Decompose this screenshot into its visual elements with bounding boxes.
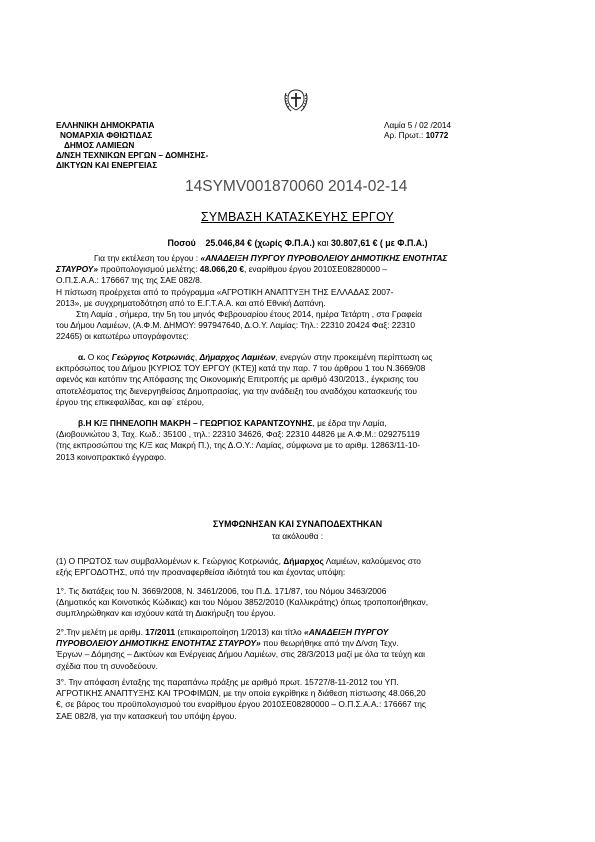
issuer-municipality: ΔΗΜΟΣ ΛΑΜΙΕΩΝ <box>64 141 135 150</box>
amount-label: Ποσού <box>167 238 196 248</box>
text-run: (1) Ο ΠΡΩΤΟΣ των συμβαλλομένων κ. Γεώργιος Κοτρωνιάς, <box>56 556 284 566</box>
text-run: (Διοβουνιώτου 3, Ταχ. Κωδ.: 35100 , τηλ.: 22310 34626, Φαξ: 22310 44826 με Α.Φ.Μ.: 029275119 <box>56 429 420 440</box>
text-line <box>56 298 326 308</box>
amount-connector: και <box>314 238 332 248</box>
text-line <box>56 320 415 330</box>
text-run: «ΑΝΑΔΕΙΞΗ ΠΥΡΓΟΥ <box>304 627 389 637</box>
text-run: Η Κ/Ξ ΠΗΝΕΛΟΠΗ ΜΑΚΡΗ – ΓΕΩΡΓΙΟΣ ΚΑΡΑΝΤΖΟΥΝΗΣ <box>85 418 313 428</box>
text-run: , εναρίθμου έργου 2010ΣΕ08280000 – <box>244 264 388 275</box>
text-run: ΣΑΕ 082/8, για την κατασκευή του υπόψη έργου. <box>56 710 237 721</box>
text-run: Η πίστωση προέρχεται από το πρόγραμμα «ΑΓΡΟΤΙΚΗ ΑΝΑΠΤΥΞΗ ΤΗΣ ΕΛΛΑΔΑΣ 2007- <box>56 286 394 297</box>
date-block <box>384 121 451 141</box>
text-line <box>56 638 399 648</box>
text-run: €, σε βάρος του προϋπολογισμού του εναρίθμου έργου 2010ΣΕ08280000 – Ο.Π.Σ.Α.Α.: 176667 της <box>56 699 426 710</box>
text-run: εκπρόσωπος του Δήμου [ΚΥΡΙΟΣ ΤΟΥ ΕΡΓΟΥ (ΚΤΕ)] κατά την παρ. 7 του άρθρου 1 του Ν.3669/08 <box>56 363 426 374</box>
text-run: προϋπολογισμού μελέτης: <box>98 264 200 275</box>
text-run: (Δημοτικός και Κοινοτικός Κώδικας) και του Νόμου 3852/2010 (Καλλικράτης) όπως τροποποιήθηκαν, <box>56 597 429 608</box>
text-run: ΑΓΡΟΤΙΚΗΣ ΑΝΑΠΤΥΞΗΣ ΚΑΙ ΤΡΟΦΙΜΩΝ, με την οποία εγκρίθηκε η διάθεση πίστωσης 48.066,20 <box>56 688 426 699</box>
text-run: α. <box>78 352 86 362</box>
text-run: συμπληρώθηκαν και ισχύουν κατά τη Διακήρυξη του έργου. <box>56 608 276 619</box>
text-line <box>56 661 158 671</box>
text-run: «ΑΝΑΔΕΙΞΗ ΠΥΡΓΟΥ ΠΥΡΟΒΟΛΕΙΟΥ ΔΗΜΟΤΙΚΗΣ ΕΝΟΤΗΤΑΣ <box>200 253 448 263</box>
text-run: σχέδια που τη συνοδεύουν. <box>56 660 158 671</box>
text-line <box>56 677 399 687</box>
text-run: εξής ΕΡΓΟΔΟΤΗΣ, υπό την προαναφερθείσα ιδιότητά του και έχοντας υπόψη: <box>56 567 346 578</box>
protocol-number: 10772 <box>425 131 449 140</box>
contract-amount <box>0 238 595 249</box>
text-line <box>56 275 202 285</box>
text-run: Ο κος <box>85 352 112 362</box>
text-run: 17/2011 <box>145 627 176 637</box>
greek-national-emblem-icon <box>283 84 309 114</box>
text-run: , ενεργών στην προκειμένη περίπτωση ως <box>275 352 433 362</box>
text-line <box>56 452 166 462</box>
text-run: αφενός και κατόπιν της Απόφασης της Οικονομικής Επιτροπής με αριθμό 430/2013., έγκρισης του <box>56 374 419 385</box>
text-line <box>56 429 420 439</box>
text-line <box>56 287 393 297</box>
document-date: Λαμία 5 / 02 /2014 <box>384 121 451 130</box>
text-run: 1°. Τις διατάξεις του Ν. 3669/2008, Ν. 3461/2006, του Π.Δ. 171/87, του Νόμου 3463/2006 <box>56 586 387 596</box>
text-run: Στη Λαμία , σήμερα, την 5η του μηνός Φεβρουαρίου έτους 2014, ημέρα Τετάρτη , στα Γραφεία <box>76 309 422 319</box>
text-run: Ο.Π.Σ.Α.Α.: 176667 της της ΣΑΕ 082/8. <box>56 275 203 286</box>
text-run: ΣΤΑΥΡΟΥ» <box>56 264 99 275</box>
text-line <box>56 688 426 698</box>
text-line <box>56 386 417 396</box>
issuer-prefecture: ΝΟΜΑΡΧΙΑ ΦΘΙΩΤΙΔΑΣ <box>60 131 153 140</box>
protocol-number-line <box>384 131 451 141</box>
text-line <box>56 567 345 577</box>
amount-with-vat: 30.807,61 € ( με Φ.Π.Α.) <box>331 238 428 248</box>
text-run: Για την εκτέλεση του έργου : <box>94 253 201 263</box>
text-line <box>56 374 419 384</box>
text-line <box>56 649 425 659</box>
text-line <box>56 331 189 341</box>
text-line <box>76 309 422 319</box>
text-run: Λαμιέων, καλούμενος στο <box>323 556 421 566</box>
text-line <box>56 711 237 721</box>
text-run: 22465) οι κατωτέρω υπογράφοντες: <box>56 331 189 342</box>
text-run: έργου της επικεφαλίδας, και αφ΄ ετέρου, <box>56 396 204 407</box>
document-title-text: ΣΥΜΒΑΣΗ ΚΑΤΑΣΚΕΥΗΣ ΕΡΓΟΥ <box>200 210 395 224</box>
text-line <box>56 397 204 407</box>
agreed-heading: ΣΥΜΦΩΝΗΣΑΝ ΚΑΙ ΣΥΝΑΠΟΔΕΧΤΗΚΑΝ <box>212 519 383 529</box>
text-line <box>56 627 388 637</box>
text-line <box>56 586 386 596</box>
text-line <box>56 608 275 618</box>
ada-code: 14SYMV001870060 2014-02-14 <box>185 178 408 195</box>
issuer-directorate-cont: ΔΙΚΤΥΩΝ ΚΑΙ ΕΝΕΡΓΕΙΑΣ <box>56 161 158 170</box>
amount-without-vat: 25.046,84 € (χωρίς Φ.Π.Α.) <box>205 238 315 248</box>
text-run: Δήμαρχος <box>283 556 324 566</box>
text-run: (της εκπροσώπου της Κ/Ξ κας Μακρή Π.), της Δ.Ο.Υ.: Λαμίας, σύμφωνα με το αριθμ. 12863/11-10- <box>56 440 421 451</box>
issuer-block <box>56 121 208 171</box>
issuer-republic: ΕΛΛΗΝΙΚΗ ΔΗΜΟΚΡΑΤΙΑ <box>56 121 155 130</box>
text-run: ΠΥΡΟΒΟΛΕΙΟΥ ΔΗΜΟΤΙΚΗΣ ΕΝΟΤΗΤΑΣ ΣΤΑΥΡΟΥ» <box>56 638 261 649</box>
text-run: Έργων – Δόμησης – Δικτύων και Ενέργειας Δήμου Λαμιέων, στις 28/3/2013 μαζί με όλα τα τεύχη και <box>56 649 426 660</box>
text-run: 2013 κοινοπρακτικό έγγραφο. <box>56 451 167 462</box>
text-run: αποτελέσματος της διενεργηθείσας Δημοπρασίας, για την ανάδειξη του αναδόχου κατασκευής του <box>56 385 417 396</box>
text-line <box>56 363 425 373</box>
issuer-directorate: Δ/ΝΣΗ ΤΕΧΝΙΚΩΝ ΕΡΓΩΝ – ΔΟΜΗΣΗΣ- <box>56 151 209 160</box>
text-run: β. <box>78 418 86 428</box>
text-line <box>94 253 447 263</box>
text-run: 3°. Την απόφαση ένταξης της παραπάνω πράξης με αριθμό πρωτ. 15727/8-11-2012 του ΥΠ. <box>56 677 399 687</box>
text-run: , <box>194 352 200 362</box>
text-line <box>56 556 421 566</box>
text-run: Δήμαρχος Λαμιέων <box>199 352 276 362</box>
text-run: του Δήμου Λαμιέων, (Α.Φ.Μ. ΔΗΜΟΥ: 997947640, Δ.Ο.Υ. Λαμίας: Τηλ.: 22310 20424 Φαξ: 22310 <box>56 320 416 331</box>
text-line <box>56 264 387 274</box>
text-run: (επικαιροποίηση 1/2013) και τίτλο <box>175 627 305 637</box>
text-run: 48.066,20 € <box>199 264 245 275</box>
document-title <box>0 210 595 225</box>
text-run: 2°.Την μελέτη με αριθμ. <box>56 627 146 637</box>
text-run: , με έδρα την Λαμία, <box>312 418 387 428</box>
text-line <box>78 352 432 362</box>
protocol-label: Αρ. Πρωτ.: <box>384 131 426 140</box>
text-run: που θεωρήθηκε από την Δ/νση Τεχν. <box>260 638 399 649</box>
text-run: 2013», με συγχρηματοδότηση από το Ε.Γ.Τ.Α.Α. και από Εθνική Δαπάνη. <box>56 297 326 308</box>
text-line <box>56 597 428 607</box>
text-line <box>56 699 426 709</box>
text-line <box>56 440 420 450</box>
text-run: Γεώργιος Κοτρωνιάς <box>111 352 195 362</box>
text-line <box>78 418 387 428</box>
agreed-subheading: τα ακόλουθα : <box>271 531 324 541</box>
